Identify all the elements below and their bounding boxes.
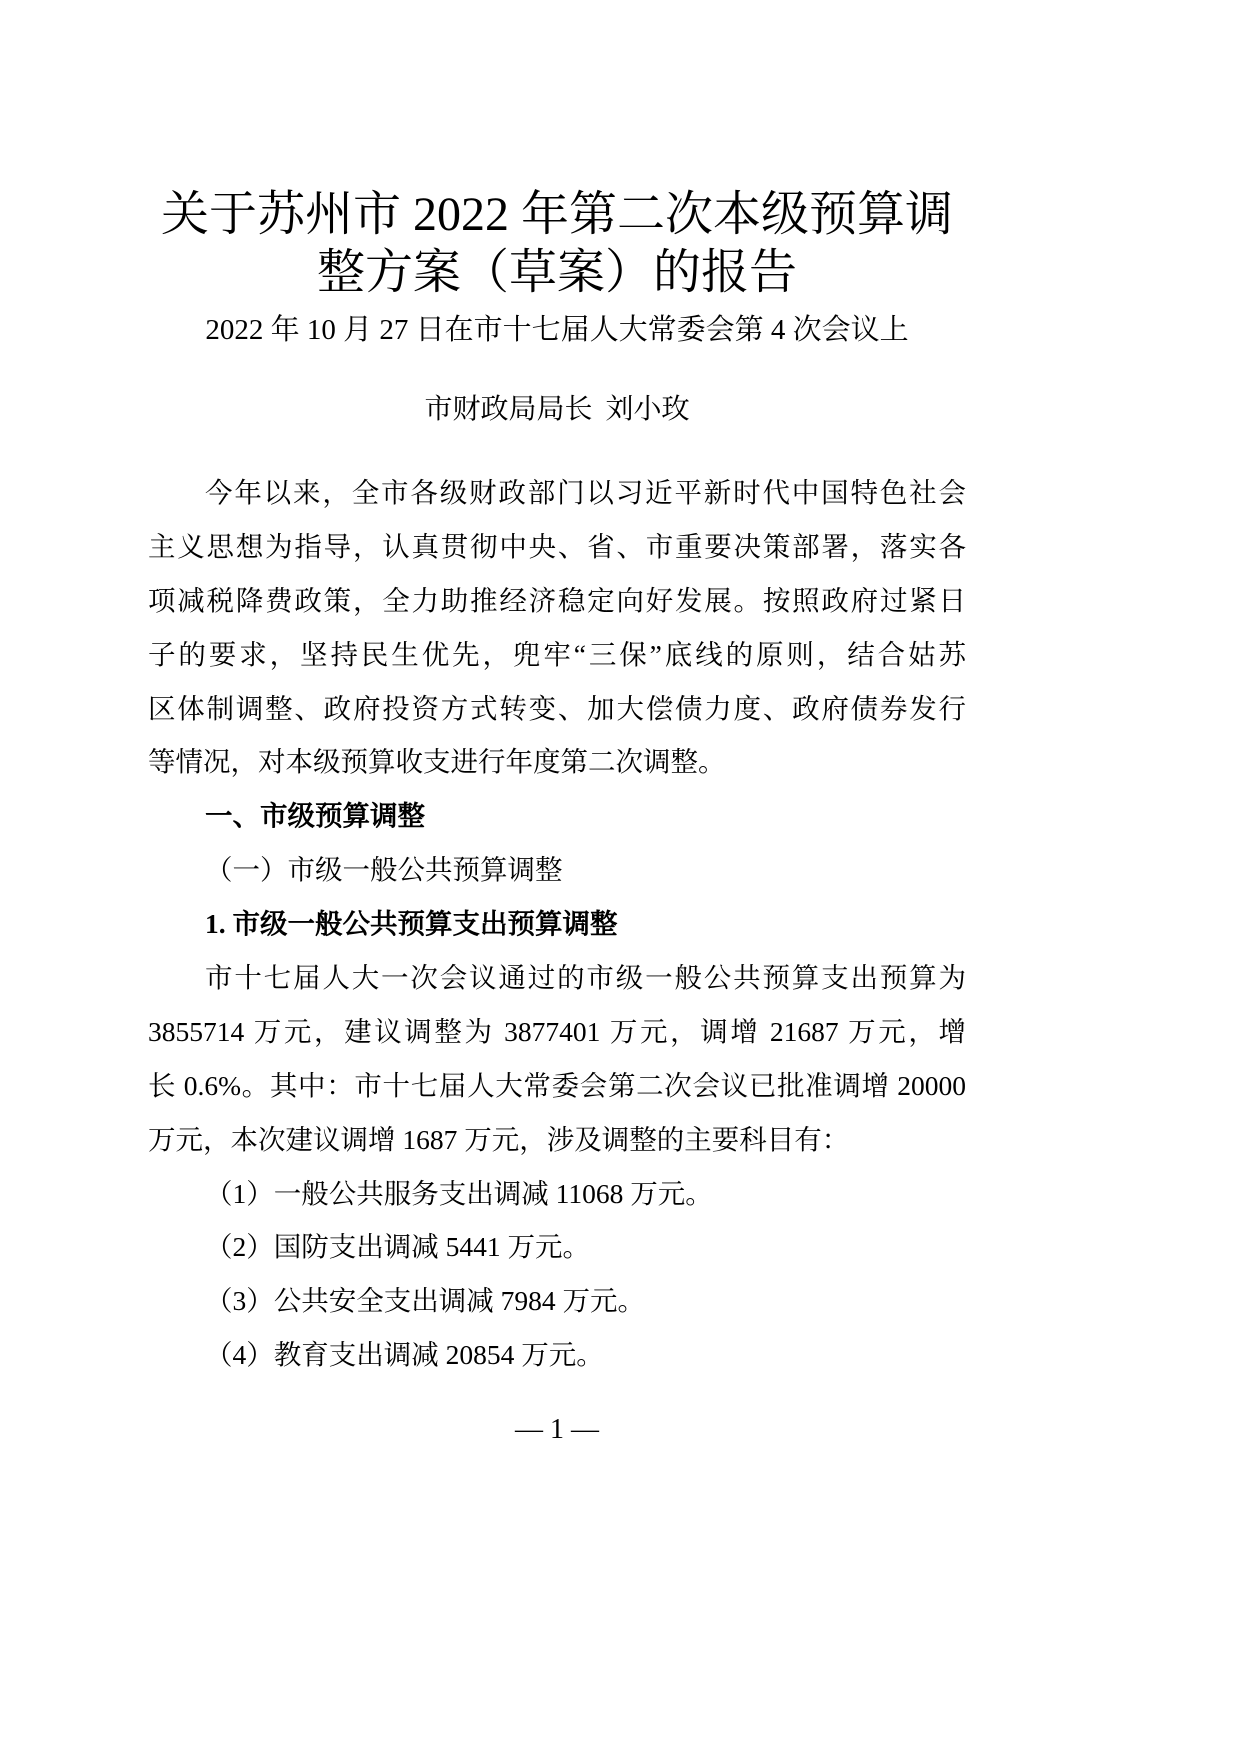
budget-paragraph <box>148 951 966 1167</box>
list-item: （1）一般公共服务支出调减 11068 万元。 <box>205 1177 713 1209</box>
paragraph-line: 万元，本次建议调增 1687 万元，涉及调整的主要科目有： <box>148 1123 850 1155</box>
item-heading: 1. 市级一般公共预算支出预算调整 <box>205 908 618 940</box>
paragraph-line: 子的要求，坚持民生优先，兜牢“三保”底线的原则，结合姑苏 <box>148 638 966 670</box>
paragraph-line: 主义思想为指导，认真贯彻中央、省、市重要决策部署，落实各 <box>148 530 966 562</box>
author-line: 市财政局局长 刘小玫 <box>424 394 690 425</box>
intro-paragraph <box>148 466 966 789</box>
page-number: — 1 — <box>515 1414 599 1445</box>
meeting-subtitle: 2022 年 10 月 27 日在市十七届人大常委会第 4 次会议上 <box>205 314 909 346</box>
subsection-heading: （一）市级一般公共预算调整 <box>205 854 563 886</box>
report-body <box>148 466 966 1382</box>
list-item: （2）国防支出调减 5441 万元。 <box>205 1231 590 1263</box>
adjustment-list <box>148 1167 966 1383</box>
paragraph-line: 3855714 万元，建议调整为 3877401 万元，调增 21687 万元，增 <box>148 1015 966 1047</box>
title-line: 关于苏州市 2022 年第二次本级预算调 <box>160 188 953 241</box>
list-item: （3）公共安全支出调减 7984 万元。 <box>205 1285 645 1317</box>
paragraph-line: 长 0.6%。其中：市十七届人大常委会第二次会议已批准调增 20000 <box>148 1069 966 1101</box>
title-line: 整方案（草案）的报告 <box>316 246 797 299</box>
paragraph-line: 市十七届人大一次会议通过的市级一般公共预算支出预算为 <box>205 962 966 994</box>
paragraph-line: 等情况，对本级预算收支进行年度第二次调整。 <box>148 746 726 778</box>
list-item: （4）教育支出调减 20854 万元。 <box>205 1339 604 1371</box>
report-title <box>148 186 966 302</box>
section-heading: 一、市级预算调整 <box>205 800 425 832</box>
paragraph-line: 今年以来，全市各级财政部门以习近平新时代中国特色社会 <box>205 477 966 508</box>
paragraph-line: 区体制调整、政府投资方式转变、加大偿债力度、政府债券发行 <box>148 692 966 724</box>
paragraph-line: 项减税降费政策，全力助推经济稳定向好发展。按照政府过紧日 <box>148 584 966 616</box>
